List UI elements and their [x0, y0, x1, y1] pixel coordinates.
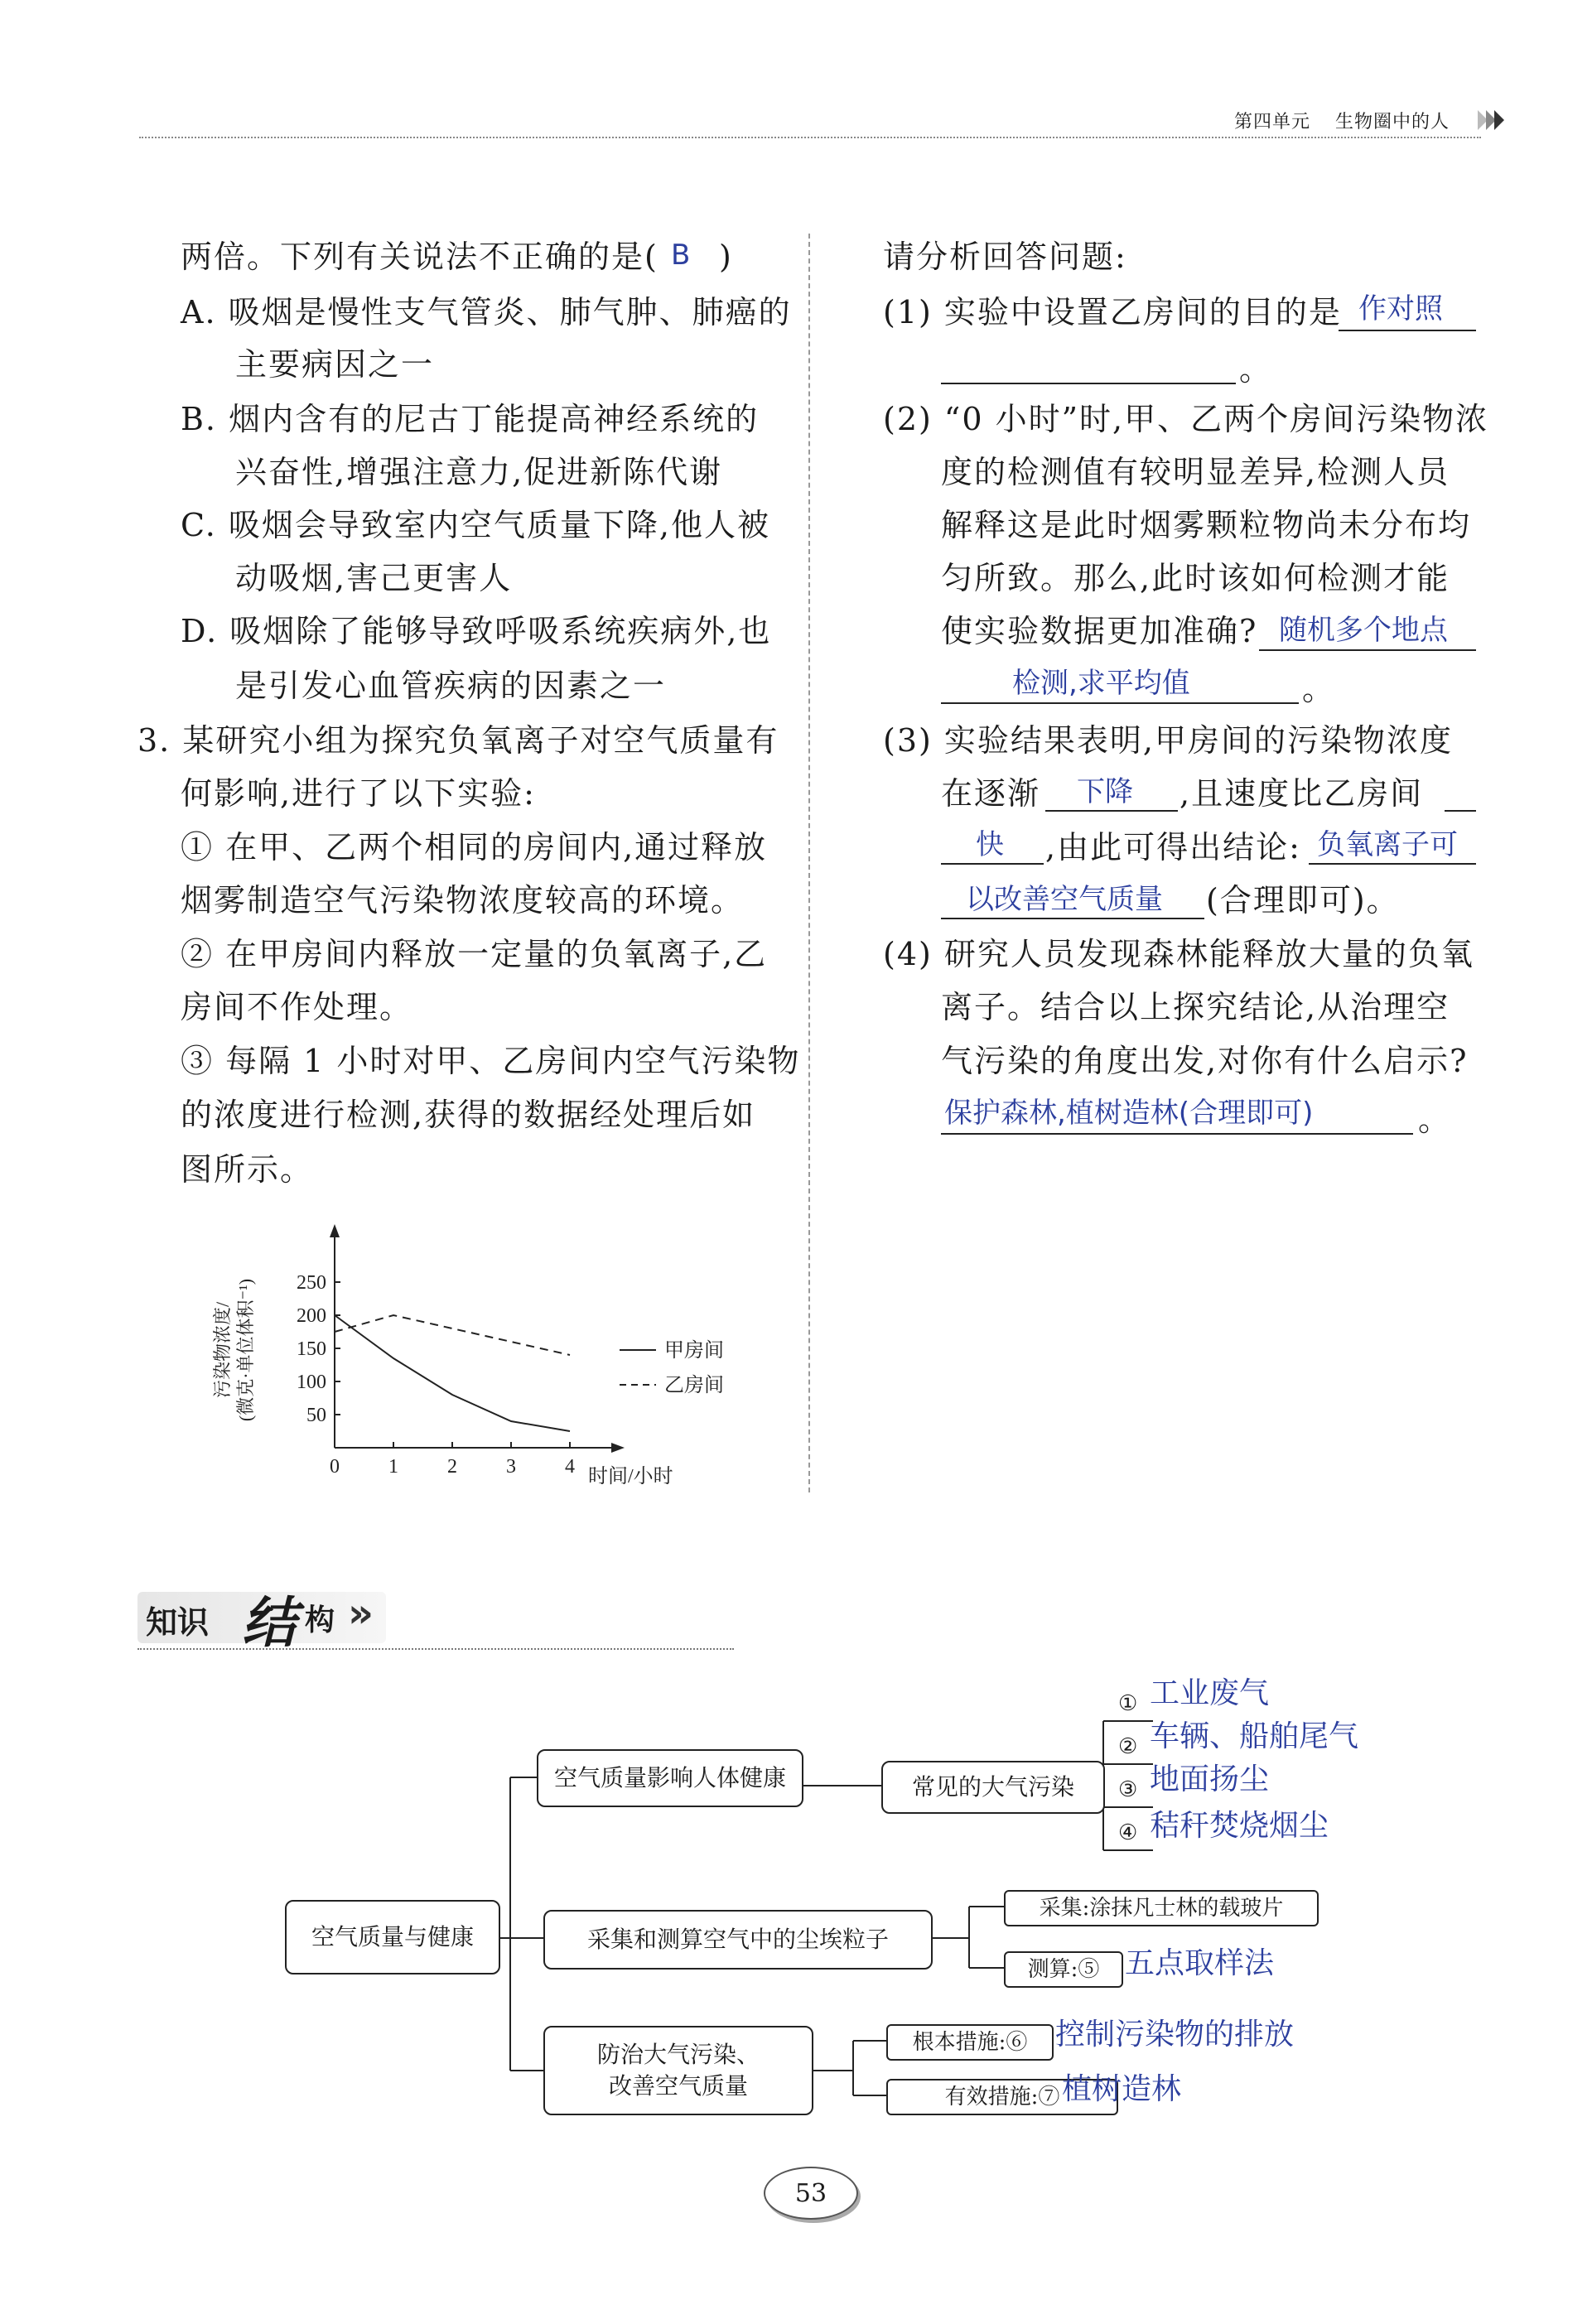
y-tick-label: 100 [297, 1372, 326, 1393]
option-b-line2: 兴奋性,增强注意力,促进新陈代谢 [235, 454, 723, 490]
rq3-answer-3: 负氧离子可 [1317, 828, 1458, 861]
y-tick-label: 50 [306, 1405, 326, 1426]
knowledge-title-c: 构 [305, 1603, 335, 1637]
x-tick-label: 3 [506, 1456, 516, 1478]
option-b-line1: B. 烟内含有的尼古丁能提高神经系统的 [181, 401, 760, 437]
branch3-line2: 改善空气质量 [608, 2072, 748, 2100]
branch3-node [543, 2026, 813, 2115]
rq4-line: 离子。结合以上探究结论,从治理空 [941, 989, 1450, 1025]
x-axis-label: 时间/小时 [588, 1466, 673, 1487]
pollutant-num-3: ③ [1118, 1777, 1138, 1802]
q3-line: 房间不作处理。 [181, 989, 413, 1025]
y-axis-label-1: 污染物浓度/ [212, 1301, 233, 1399]
measure-node [1004, 1951, 1123, 1988]
q3-line: 何影响,进行了以下实验: [181, 775, 536, 812]
page-number-badge [764, 2167, 858, 2220]
rq2-answer-2: 检测,求平均值 [1012, 667, 1190, 700]
x-tick-label: 2 [447, 1456, 457, 1478]
header-unit: 第四单元 [1234, 112, 1311, 133]
effective-measure-label: 有效措施:⑦ [944, 2085, 1060, 2109]
pollutant-num-4: ④ [1118, 1820, 1138, 1845]
option-a-line1: A. 吸烟是慢性支气管炎、肺气肿、肺癌的 [181, 294, 792, 330]
measure-answer: 五点取样法 [1125, 1946, 1275, 1980]
rq3-answer-1: 下降 [1077, 775, 1133, 808]
pollutant-answer-1: 工业废气 [1150, 1676, 1270, 1710]
branch1-sub-node: 常见的大气污染 [881, 1761, 1105, 1814]
right-intro: 请分析回答问题: [883, 239, 1127, 275]
branch2-node: 采集和测算空气中的尘埃粒子 [543, 1910, 933, 1970]
rq4-end: 。 [1418, 1102, 1452, 1138]
double-chevron-icon: » [348, 1590, 374, 1637]
rq1-answer: 作对照 [1358, 292, 1443, 325]
rq2-end: 。 [1302, 671, 1336, 707]
knowledge-title-b: 结 [242, 1590, 297, 1655]
header-chapter: 生物圈中的人 [1335, 112, 1450, 133]
option-d-line1: D. 吸烟除了能够导致呼吸系统疾病外,也 [181, 613, 772, 649]
pollutant-num-1: ① [1118, 1691, 1138, 1716]
pollutant-num-2: ② [1118, 1734, 1138, 1759]
option-a-line2: 主要病因之一 [235, 346, 435, 383]
rq1-end: 。 [1239, 351, 1273, 388]
y-axis-label-2: (微克·单位体积⁻¹) [235, 1278, 256, 1422]
rq3-line1: (3) 实验结果表明,甲房间的污染物浓度 [883, 722, 1453, 759]
y-tick-label: 250 [297, 1272, 326, 1294]
rq2-answer-1: 随机多个地点 [1279, 614, 1448, 647]
option-d-line2: 是引发心血管疾病的因素之一 [235, 668, 667, 704]
option-c-line1: C. 吸烟会导致室内空气质量下降,他人被 [181, 507, 770, 543]
q3-line: 图所示。 [181, 1151, 314, 1188]
page-number: 53 [794, 2178, 827, 2208]
rq4-answer: 保护森林,植树造林(合理即可) [944, 1097, 1314, 1130]
rq3-answer-2: 快 [976, 828, 1004, 861]
measure-label: 测算:⑤ [1027, 1957, 1100, 1982]
q3-line: ③ 每隔 1 小时对甲、乙房间内空气污染物 [181, 1043, 801, 1079]
effective-measure-answer: 植树造林 [1062, 2072, 1182, 2106]
rq2-line: 解释这是此时烟雾颗粒物尚未分布均 [941, 507, 1472, 543]
pollutant-answer-2: 车辆、船舶尾气 [1150, 1719, 1359, 1753]
collect-node: 采集:涂抹凡士林的载玻片 [1004, 1890, 1319, 1926]
pollutant-answer-3: 地面扬尘 [1150, 1762, 1270, 1796]
root-measure-node [886, 2024, 1054, 2061]
legend-label-1: 甲房间 [664, 1340, 724, 1362]
q3-line: 的浓度进行检测,获得的数据经处理后如 [181, 1097, 756, 1133]
rq3-c: ,由此可得出结论: [1045, 829, 1301, 865]
rq2-line: 匀所致。那么,此时该如何检测才能 [941, 560, 1450, 596]
root-node: 空气质量与健康 [285, 1900, 500, 1974]
rq2-last: 使实验数据更加准确? [941, 613, 1258, 649]
q2-stem-close: ) [719, 239, 733, 275]
branch1-node: 空气质量影响人体健康 [537, 1749, 803, 1807]
q3-line: 3. 某研究小组为探究负氧离子对空气质量有 [137, 722, 779, 759]
root-measure-label: 根本措施:⑥ [912, 2030, 1028, 2055]
root-measure-answer: 控制污染物的排放 [1055, 2018, 1295, 2052]
rq2-line: 度的检测值有较明显差异,检测人员 [941, 454, 1450, 490]
x-tick-label: 4 [565, 1456, 575, 1478]
rq4-line: (4) 研究人员发现森林能释放大量的负氧 [883, 936, 1474, 972]
pollutant-answer-4: 秸秆焚烧烟尘 [1150, 1809, 1329, 1843]
q2-answer: B [671, 239, 691, 272]
x-tick-label: 0 [330, 1456, 340, 1478]
legend-label-2: 乙房间 [664, 1375, 724, 1396]
rq2-line: (2) “0 小时”时,甲、乙两个房间污染物浓 [883, 401, 1489, 437]
rq3-answer-4: 以改善空气质量 [966, 883, 1163, 916]
rq3-a: 在逐渐 [941, 775, 1041, 812]
rq1-text: (1) 实验中设置乙房间的目的是 [883, 294, 1342, 330]
q3-line: 烟雾制造空气污染物浓度较高的环境。 [181, 882, 745, 919]
q3-line: ② 在甲房间内释放一定量的负氧离子,乙 [181, 936, 768, 972]
q2-stem: 两倍。下列有关说法不正确的是( [181, 239, 659, 275]
y-tick-label: 200 [297, 1305, 326, 1327]
rq3-d: (合理即可)。 [1206, 882, 1400, 919]
x-tick-label: 1 [388, 1456, 398, 1478]
knowledge-title-a: 知识 [146, 1604, 210, 1641]
option-c-line2: 动吸烟,害己更害人 [235, 560, 513, 596]
rq4-line: 气污染的角度出发,对你有什么启示? [941, 1043, 1469, 1079]
branch3-line1: 防治大气污染、 [596, 2041, 760, 2068]
y-tick-label: 150 [297, 1338, 326, 1360]
q3-line: ① 在甲、乙两个相同的房间内,通过释放 [181, 829, 768, 865]
rq3-b: ,且速度比乙房间 [1180, 775, 1424, 812]
